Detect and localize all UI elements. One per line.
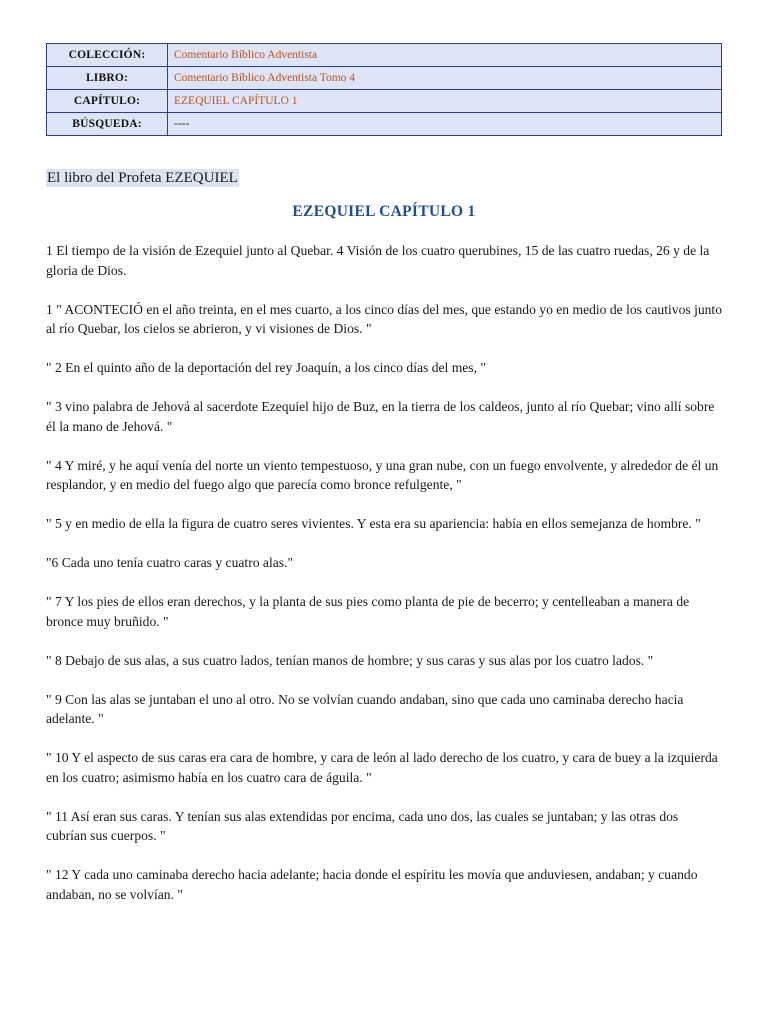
collection-value: Comentario Bíblico Adventista — [168, 44, 721, 67]
paragraph: " 11 Así eran sus caras. Y tenían sus alas extendidas por encima, cada uno dos, las cuales se juntaban; y las otras dos cubrían sus cuerpos. " — [46, 808, 679, 843]
paragraph: " 10 Y el aspecto de sus caras era cara de hombre, y cara de león al lado derecho de los cuatro, y cara de buey a la izquierda en los cuatro; asimismo había en los cuatro cara de águila. " — [46, 750, 718, 785]
table-row — [47, 44, 721, 67]
paragraph: " 7 Y los pies de ellos eran derechos, y la planta de sus pies como planta de pie de becerro; y centelleaban a manera de bronce muy bruñido. " — [46, 594, 690, 629]
paragraph: " 2 En el quinto año de la deportación del rey Joaquín, a los cinco días del mes, " — [46, 360, 486, 375]
table-row — [47, 90, 721, 113]
collection-label: COLECCIÓN: — [47, 44, 168, 67]
search-value: ---- — [168, 113, 721, 135]
book-label: LIBRO: — [47, 67, 168, 90]
paragraph: " 12 Y cada uno caminaba derecho hacia adelante; hacia donde el espíritu les movía que anduviesen, andaban; y cuando andaban, no se volvían. " — [46, 867, 698, 902]
chapter-content — [46, 241, 722, 904]
chapter-value: EZEQUIEL CAPÍTULO 1 — [168, 90, 721, 113]
book-value: Comentario Bíblico Adventista Tomo 4 — [168, 67, 721, 90]
search-label: BÚSQUEDA: — [47, 113, 168, 135]
paragraph: 1 El tiempo de la visión de Ezequiel junto al Quebar. 4 Visión de los cuatro querubines, 15 de las cuatro ruedas, 26 y de la gloria de Dios. — [46, 243, 710, 278]
book-title: El libro del Profeta EZEQUIEL — [47, 170, 238, 186]
table-row — [47, 67, 721, 90]
chapter-heading: EZEQUIEL CAPÍTULO 1 — [292, 203, 476, 220]
paragraph: "6 Cada uno tenía cuatro caras y cuatro alas." — [46, 555, 293, 570]
paragraph: " 8 Debajo de sus alas, a sus cuatro lados, tenían manos de hombre; y sus caras y sus alas por los cuatro lados. " — [46, 652, 654, 668]
paragraph: " 4 Y miré, y he aquí venía del norte un viento tempestuoso, y una gran nube, con un fuego envolvente, y alrededor de él un resplandor, y en medio del fuego algo que parecía como bronce refulgente, " — [46, 457, 719, 492]
table-row — [47, 113, 721, 135]
paragraph: " 9 Con las alas se juntaban el uno al otro. No se volvían cuando andaban, sino que cada uno caminaba derecho hacia adelante. " — [46, 691, 684, 726]
metadata-table — [46, 43, 722, 136]
paragraph: " 5 y en medio de ella la figura de cuatro seres vivientes. Y esta era su apariencia: había en ellos semejanza de hombre. " — [46, 516, 701, 531]
paragraph: " 3 vino palabra de Jehová al sacerdote Ezequiel hijo de Buz, en la tierra de los caldeos, junto al río Quebar; vino allí sobre él la mano de Jehová. " — [46, 399, 715, 434]
paragraph: 1 " ACONTECIÓ en el año treinta, en el mes cuarto, a los cinco días del mes, que estando yo en medio de los cautivos junto al río Quebar, los cielos se abrieron, y vi visiones de Dios. " — [46, 301, 723, 336]
chapter-label: CAPÍTULO: — [47, 90, 168, 113]
